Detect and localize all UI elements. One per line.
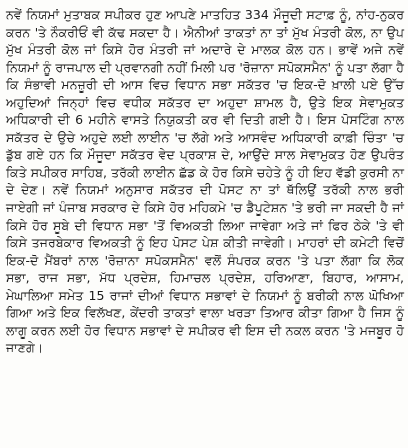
- article-body: [6, 6, 404, 357]
- article-paragraph: ਨਵੇਂ ਨਿਯਮਾਂ ਮੁਤਾਬਕ ਸਪੀਕਰ ਹੁਣ ਆਪਣੇ ਮਾਤਹਿਤ 334 ਮੌਜੂਦੀ ਸਟਾਫ਼ ਨੂੰ, ਨਾਂਹ-ਨੁਕਰ ਕਰਨ 'ਤੇ ਨੌਕਰੀਓਂ ਵੀ ਕੱਢ ਸਕਦਾ ਹੈ। ਐਨੀਆਂ ਤਾਕਤਾਂ ਨਾ ਤਾਂ ਮੁੱਖ ਮੰਤਰੀ ਕੋਲ, ਨਾ ਉਪ ਮੁੱਖ ਮੰਤਰੀ ਕੋਲ ਜਾਂ ਕਿਸੇ ਹੋਰ ਮੰਤਰੀ ਜਾਂ ਅਦਾਰੇ ਦੇ ਮਾਲਕ ਕੋਲ ਹਨ। ਭਾਵੇਂ ਅਜੇ ਨਵੇਂ ਨਿਯਮਾਂ ਨੂੰ ਰਾਜਪਾਲ ਦੀ ਪ੍ਰਵਾਨਗੀ ਨਹੀਂ ਮਿਲੀ ਪਰ 'ਰੋਜ਼ਾਨਾ ਸਪੋਕਸਮੈਨ' ਨੂੰ ਪਤਾ ਲੱਗਾ ਹੈ ਕਿ ਸੰਭਾਵੀ ਮਨਜ਼ੂਰੀ ਦੀ ਆਸ ਵਿਚ ਵਿਧਾਨ ਸਭਾ ਸਕੱਤਰ 'ਚ ਇਕ-ਦੋ ਖ਼ਾਲੀ ਪਏ ਉੱਚ ਅਹੁਦਿਆਂ ਜਿਨ੍ਹਾਂ ਵਿਚ ਵਧੀਕ ਸਕੱਤਰ ਦਾ ਅਹੁਦਾ ਸ਼ਾਮਲ ਹੈ, ਉਤੇ ਇਕ ਸੇਵਾਮੁਕਤ ਅਧਿਕਾਰੀ ਦੀ 6 ਮਹੀਨੇ ਵਾਸਤੇ ਨਿਯੁਕਤੀ ਕਰ ਵੀ ਦਿਤੀ ਗਈ ਹੈ। ਇਸ ਪੋਸਟਿੰਗ ਨਾਲ ਸਕੱਤਰ ਦੇ ਉਚੇ ਅਹੁਦੇ ਲਈ ਲਾਈਨ 'ਚ ਲੱਗੇ ਅਤੇ ਆਸਵੰਦ ਅਧਿਕਾਰੀ ਕਾਫ਼ੀ ਚਿੰਤਾ 'ਚ ਡੁੱਬ ਗਏ ਹਨ ਕਿ ਮੌਜੂਦਾ ਸਕੱਤਰ ਵੇਦ ਪ੍ਰਕਾਸ਼ ਦੇ, ਆਉਂਦੇ ਸਾਲ ਸੇਵਾਮੁਕਤ ਹੋਣ ਉਪਰੰਤ ਕਿਤੇ ਸਪੀਕਰ ਸਾਹਿਬ, ਤਰੱਕੀ ਲਾਈਨ ਛੱਡ ਕੇ ਹੋਰ ਕਿਸੇ ਚਹੇਤੇ ਨੂੰ ਹੀ ਇਹ ਵੱਡੀ ਕੁਰਸੀ ਨਾ ਦੇ ਦੇਣ। ਨਵੇਂ ਨਿਯਮਾਂ ਅਨੁਸਾਰ ਸਕੱਤਰ ਦੀ ਪੋਸਟ ਨਾ ਤਾਂ ਥੱਲਿਉਂ ਤਰੱਕੀ ਨਾਲ ਭਰੀ ਜਾਏਗੀ ਜਾਂ ਪੰਜਾਬ ਸਰਕਾਰ ਦੇ ਕਿਸੇ ਹੋਰ ਮਹਿਕਮੇ 'ਚ ਡੈਪੂਟੇਸ਼ਨ 'ਤੇ ਭਰੀ ਜਾ ਸਕਦੀ ਹੈ ਜਾਂ ਕਿਸੇ ਹੋਰ ਸੂਬੇ ਦੀ ਵਿਧਾਨ ਸਭਾ 'ਤੋਂ ਵਿਅਕਤੀ ਲਿਆ ਜਾਵੇਗਾ ਅਤੇ ਜਾਂ ਫਿਰ ਠੇਕੇ 'ਤੇ ਵੀ ਕਿਸੇ ਤਜਰਬੇਕਾਰ ਵਿਅਕਤੀ ਨੂੰ ਇਹ ਪੋਸਟ ਪੇਸ਼ ਕੀਤੀ ਜਾਵੇਗੀ। ਮਾਹਰਾਂ ਦੀ ਕਮੇਟੀ ਵਿਚੋਂ ਇਕ-ਦੋ ਮੈਂਬਰਾਂ ਨਾਲ 'ਰੋਜ਼ਾਨਾ ਸਪੋਕਸਮੈਨ' ਵਲੋਂ ਸੰਪਰਕ ਕਰਨ 'ਤੇ ਪਤਾ ਲੱਗਾ ਕਿ ਲੋਕ ਸਭਾ, ਰਾਜ ਸਭਾ, ਮੱਧ ਪ੍ਰਦੇਸ਼, ਹਿਮਾਚਲ ਪ੍ਰਦੇਸ਼, ਹਰਿਆਣਾ, ਬਿਹਾਰ, ਆਸਾਮ, ਮੇਘਾਲਿਆ ਸਮੇਤ 15 ਰਾਜਾਂ ਦੀਆਂ ਵਿਧਾਨ ਸਭਾਵਾਂ ਦੇ ਨਿਯਮਾਂ ਨੂੰ ਬਰੀਕੀ ਨਾਲ ਘੋਖਿਆ ਗਿਆ ਅਤੇ ਇਕ ਵਿਲੱਖਣ, ਕੇਂਦਰੀ ਤਾਕਤਾਂ ਵਾਲਾ ਖਰੜਾ ਤਿਆਰ ਕੀਤਾ ਗਿਆ ਹੈ ਜਿਸ ਨੂੰ ਲਾਗੂ ਕਰਨ ਲਈ ਹੋਰ ਵਿਧਾਨ ਸਭਾਵਾਂ ਦੇ ਸਪੀਕਰ ਵੀ ਇਸ ਦੀ ਨਕਲ ਕਰਨ 'ਤੇ ਮਜਬੂਰ ਹੋ ਜਾਣਗੇ।: [6, 7, 404, 356]
